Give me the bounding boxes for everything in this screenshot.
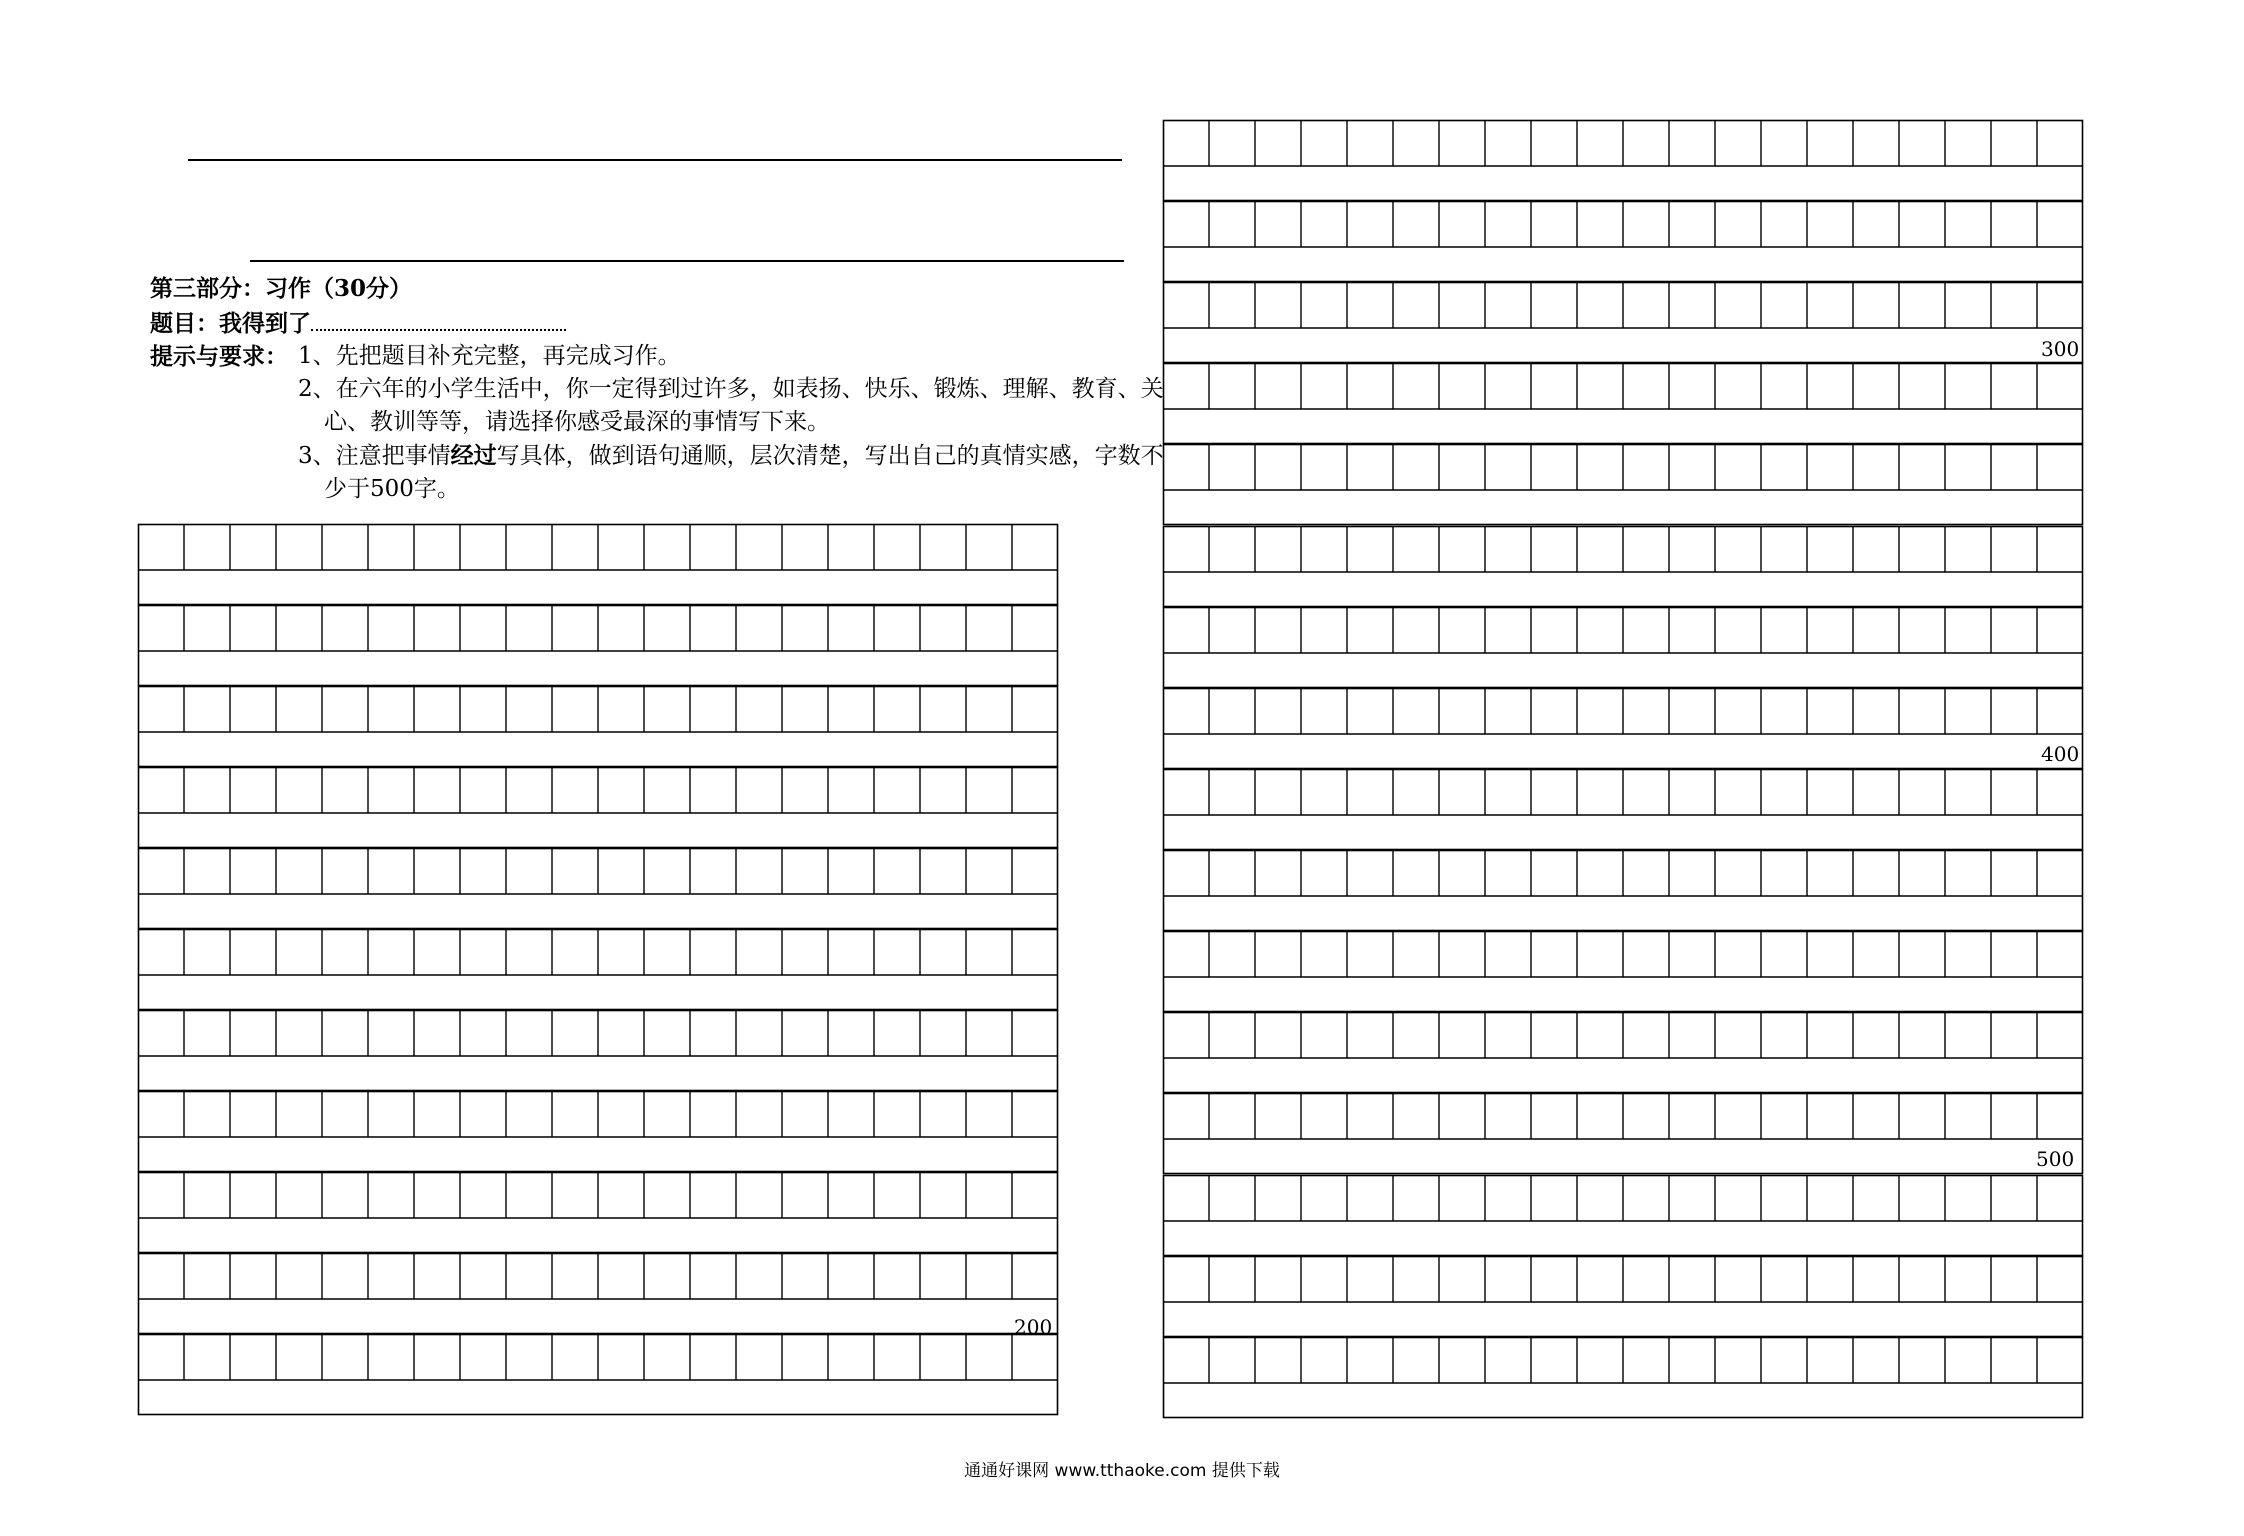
answer-line-1[interactable] bbox=[188, 159, 1122, 161]
topic-text: 我得到了 bbox=[219, 310, 311, 337]
grid-svg bbox=[1163, 1175, 2083, 1418]
word-count-300: 300 bbox=[2041, 337, 2080, 361]
writing-grid-left[interactable] bbox=[138, 524, 1058, 1415]
answer-line-2[interactable] bbox=[250, 260, 1124, 262]
footer-text: 通通好课网 www.tthaoke.com 提供下载 bbox=[964, 1461, 1280, 1481]
word-count-400: 400 bbox=[2041, 742, 2080, 766]
word-count-200: 200 bbox=[1014, 1315, 1053, 1339]
requirement-3-start: 3、注意把事情 bbox=[298, 443, 451, 469]
writing-grid-right-3[interactable] bbox=[1163, 850, 2083, 1174]
requirement-3 bbox=[298, 439, 1164, 506]
topic-label: 题目： bbox=[150, 310, 219, 337]
grid-svg bbox=[1163, 850, 2083, 1174]
section-heading: 第三部分：习作（30分） bbox=[150, 275, 413, 302]
writing-grid-right-2[interactable] bbox=[1163, 526, 2083, 850]
requirement-3-emphasis: 经过 bbox=[450, 442, 497, 469]
topic-blank[interactable] bbox=[311, 307, 566, 331]
writing-grid-right-1[interactable] bbox=[1163, 120, 2083, 525]
grid-svg bbox=[138, 524, 1058, 1415]
requirement-2: 2、在六年的小学生活中，你一定得到过许多，如表扬、快乐、锻炼、理解、教育、关心、教训等等，请选择你感受最深的事情写下来。 bbox=[298, 376, 1164, 435]
word-count-500: 500 bbox=[2036, 1147, 2075, 1171]
requirements-label: 提示与要求： bbox=[150, 343, 288, 370]
topic-line bbox=[150, 307, 566, 341]
grid-svg bbox=[1163, 120, 2083, 525]
requirement-1: 1、先把题目补充完整，再完成习作。 bbox=[298, 343, 681, 369]
requirement-3-end: 写具体，做到语句通顺，层次清楚，写出自己的真情实感，字数不少于500字。 bbox=[324, 443, 1164, 502]
writing-grid-right-4[interactable] bbox=[1163, 1175, 2083, 1418]
grid-svg bbox=[1163, 526, 2083, 850]
